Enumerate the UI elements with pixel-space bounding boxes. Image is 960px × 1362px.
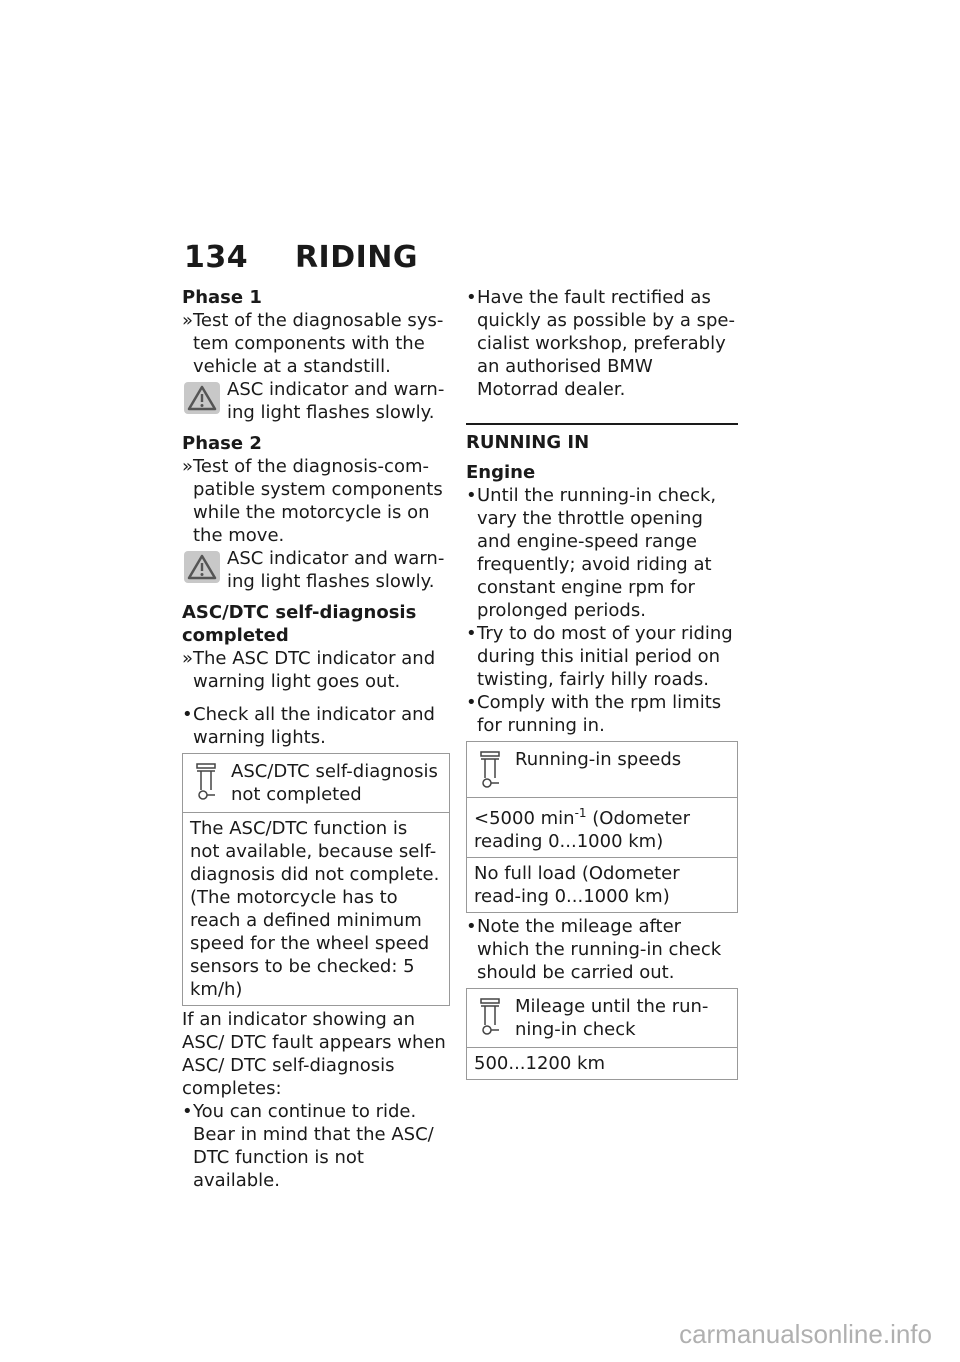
phase2-indicator-note: ASC indicator and warn-ing light flashes slowly. bbox=[182, 547, 450, 593]
left-column bbox=[182, 286, 450, 1192]
mileage-box bbox=[466, 988, 738, 1080]
section-divider bbox=[466, 423, 738, 425]
fault-text: If an indicator showing an ASC/ DTC fault appears when ASC/ DTC self-diagnosis completes: bbox=[182, 1009, 446, 1099]
mileage-box-header: Mileage until the run-ning-in check bbox=[467, 989, 737, 1048]
page-header bbox=[184, 240, 418, 275]
asc-warning-icon bbox=[184, 551, 220, 583]
not-completed-box-text: The ASC/DTC function is not available, because self-diagnosis did not complete. (The motorcycle has to reach a defined minimum speed for the wheel speed sensors to be checked: 5 km/h) bbox=[190, 818, 440, 1000]
asc-warning-icon bbox=[184, 382, 220, 414]
running-in-speeds-box bbox=[466, 741, 738, 913]
running-in-bullet-4: • Note the mileage after which the running-in check should be carried out. bbox=[466, 916, 722, 983]
not-completed-box bbox=[182, 753, 450, 1006]
not-completed-box-header: ASC/DTC self-diagnosis not completed bbox=[183, 754, 449, 813]
watermark: carmanualsonline.info bbox=[679, 1319, 932, 1349]
section-title: RIDING bbox=[294, 240, 419, 275]
speeds-box-header: Running-in speeds bbox=[467, 742, 737, 798]
continue-bullet: • You can continue to ride. Bear in mind that the ASC/ DTC function is not available. bbox=[182, 1101, 434, 1191]
mileage-value: 500...1200 km bbox=[474, 1053, 606, 1074]
phase2-step: » Test of the diagnosis-com-patible system components while the motorcycle is on the move. bbox=[182, 456, 443, 546]
phase2-heading: Phase 2 bbox=[182, 433, 262, 454]
running-in-heading: RUNNING IN bbox=[466, 432, 590, 453]
phase1-heading: Phase 1 bbox=[182, 287, 262, 308]
speeds-row-1: <5000 $\min^{-1}$ (Odometer reading 0...1000 km) bbox=[467, 798, 737, 858]
right-column bbox=[466, 286, 738, 1080]
phase1-indicator-note: ASC indicator and warn-ing light flashes slowly. bbox=[182, 378, 450, 424]
page-number: 134 bbox=[184, 240, 249, 275]
completed-step: » The ASC DTC indicator and warning light goes out. bbox=[182, 648, 436, 692]
engine-heading: Engine bbox=[466, 462, 536, 483]
running-in-bullet-3: • Comply with the rpm limits for running in. bbox=[466, 692, 722, 736]
check-bullet: • Check all the indicator and warning lights. bbox=[182, 704, 435, 748]
phase1-step: » Test of the diagnosable sys-tem components with the vehicle at a standstill. bbox=[182, 310, 444, 377]
running-in-bullet-1: • Until the running-in check, vary the throttle opening and engine-speed range frequently; avoid riding at constant engine rpm for prolonged periods. bbox=[466, 485, 717, 621]
completed-heading: ASC/DTC self-diagnosis completed bbox=[182, 602, 417, 646]
piston-icon bbox=[195, 762, 217, 802]
fault-bullet: • Have the fault rectified as quickly as possible by a spe-cialist workshop, preferably an authorised BMW Motorrad dealer. bbox=[466, 287, 736, 400]
running-in-bullet-2: • Try to do most of your riding during this initial period on twisting, fairly hilly roads. bbox=[466, 623, 733, 690]
piston-icon bbox=[479, 997, 501, 1037]
speeds-row-2: No full load (Odometer read-ing 0...1000 km) bbox=[474, 863, 680, 907]
piston-icon bbox=[479, 750, 501, 790]
